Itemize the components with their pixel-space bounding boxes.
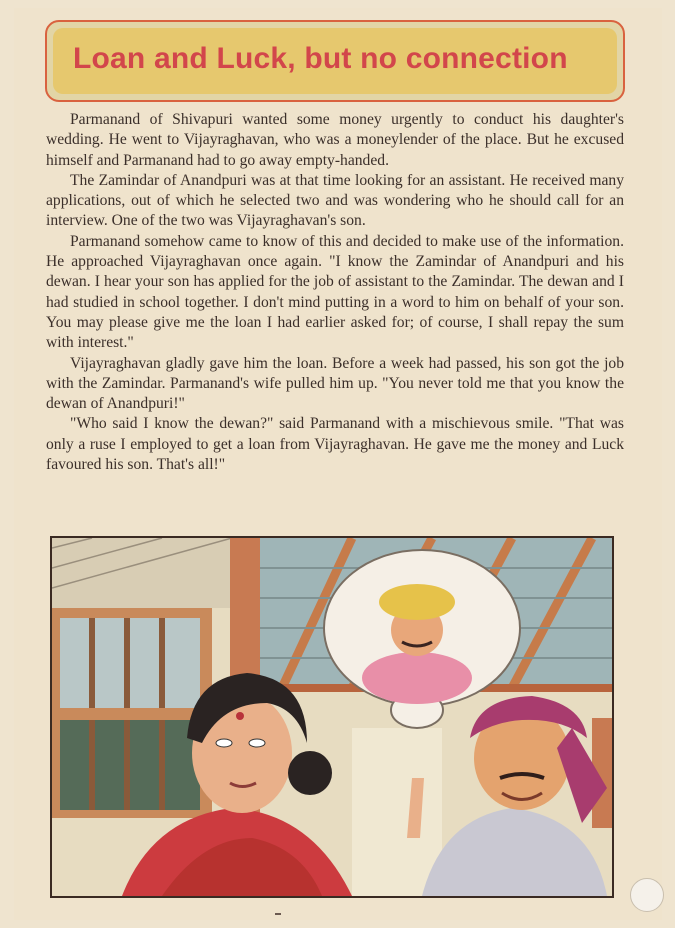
paragraph-2: The Zamindar of Anandpuri was at that time looking for an assistant. He received many applications, out of which he selected two and was wondering who he should call for an interview. One of the two was Vijayraghavan's son. [46, 171, 624, 230]
publisher-logo-icon [630, 878, 664, 912]
paragraph-5: "Who said I know the dewan?" said Parmanand with a mischievous smile. "That was only a ruse I employed to get a loan from Vijayraghavan. He gave me the money and Luck favoured his son. That's all!" [46, 415, 624, 474]
paragraph-4: Vijayraghavan gladly gave him the loan. Before a week had passed, his son got the job with the Zamindar. Parmanand's wife pulled him up. "You never told me that you know the dewan of Anandpuri!" [46, 354, 624, 413]
paragraph-1: Parmanand of Shivapuri wanted some money urgently to conduct his daughter's wedding. He went to Vijayraghavan, who was a moneylender of the place. But he excused himself and Parmanand had to go away empty-handed. [46, 111, 624, 169]
story-title: Loan and Luck, but no connection [73, 42, 568, 75]
story-text [46, 110, 624, 475]
comic-illustration [50, 536, 614, 898]
page-mark [275, 913, 281, 915]
comic-illustration-icon [52, 538, 612, 896]
paragraph-3: Parmanand somehow came to know of this and decided to make use of the information. He approached Vijayraghavan once again. "I know the Zamindar of Anandpuri and his dewan. I hear your son has applied for the job of assistant to the Zamindar. The dewan and I had studied in school together. I don't mind putting in a word to him on behalf of your son. You may please give me the loan I had earlier asked for; of course, I shall repay the sum with interest." [46, 232, 624, 352]
